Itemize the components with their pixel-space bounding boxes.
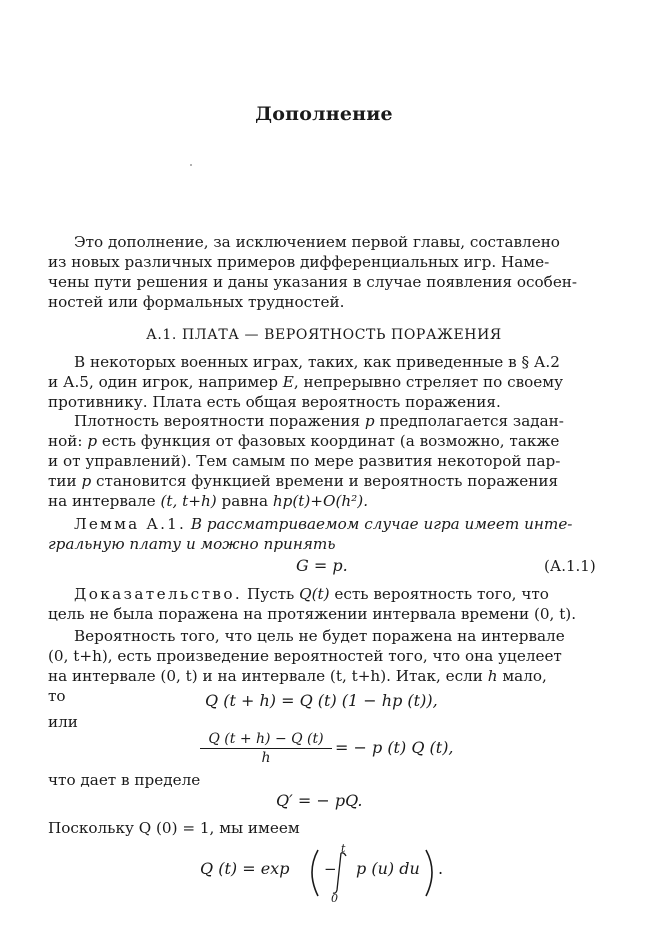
lemma-statement: В рассматриваемом случае игра имеет инте- (190, 515, 573, 533)
exp-minus: − (324, 860, 337, 878)
text-fragment: Плотность вероятности поражения (74, 412, 365, 430)
text-fragment: есть вероятность того, что (329, 585, 549, 603)
math-expression: (t, t+h) (160, 492, 217, 510)
left-paren-icon (312, 850, 318, 896)
paragraph-probability-density (48, 411, 602, 511)
intro-line: ностей или формальных трудностей. (48, 293, 345, 311)
text-fragment: тии (48, 472, 82, 490)
text-fragment: ной: (48, 432, 88, 450)
text-line (48, 491, 602, 511)
right-paren-icon (426, 850, 432, 896)
equation-exponential (200, 840, 460, 904)
text-line: цель не была поражена на протяжении интервала времени (0, t). (48, 605, 577, 623)
text-line (48, 666, 602, 686)
text-fragment: мало, (497, 667, 547, 685)
math-variable: h (487, 667, 498, 685)
text-fragment: становится функцией времени и вероятность поражения (91, 472, 559, 490)
paragraph-military-games (48, 352, 602, 412)
text-line (48, 372, 602, 392)
fraction-numerator: Q (t + h) − Q (t) (200, 731, 332, 749)
text-fragment: на интервале (0, t) и на интервале (t, t+h). Итак, если (48, 667, 488, 685)
intro-paragraph (48, 232, 602, 312)
intro-line: чены пути решения и даны указания в случае появления особен- (48, 273, 578, 291)
exp-end: . (438, 859, 444, 878)
text-line (48, 584, 602, 604)
lemma-block (48, 514, 602, 554)
math-expression: hp(t)+O(h²). (272, 492, 369, 510)
fraction-denominator: h (261, 750, 271, 766)
page-title: Дополнение (255, 103, 393, 125)
math-variable: p (364, 412, 375, 430)
text-line (48, 431, 602, 451)
exp-lhs: Q (t) = exp (200, 859, 290, 878)
equation-difference-quotient (200, 731, 332, 766)
limit-text: что дает в пределе (48, 771, 201, 789)
math-expression: Q(t) (299, 585, 330, 603)
lemma-label: Лемма А.1. (74, 515, 186, 533)
equation-number: (А.1.1) (544, 557, 596, 575)
integral-lower-limit: 0 (331, 892, 338, 904)
text-line: (0, t+h), есть произведение вероятностей того, что она уцелеет (48, 647, 562, 665)
text-fragment: есть функция от фазовых координат (а возможно, также (97, 432, 560, 450)
text-line (48, 411, 602, 431)
text-line (48, 514, 602, 534)
text-fragment: предполагается задан- (374, 412, 564, 430)
section-heading: А.1. ПЛАТА — ВЕРОЯТНОСТЬ ПОРАЖЕНИЯ (146, 327, 502, 343)
print-speck (190, 164, 192, 166)
text-line: Вероятность того, что цель не будет поражена на интервале (74, 627, 565, 645)
text-line: то (48, 687, 66, 705)
text-line: В некоторых военных играх, таких, как приведенные в § А.2 (74, 353, 560, 371)
text-fragment: на интервале (48, 492, 161, 510)
equation-rhs: = − p (t) Q (t), (335, 738, 454, 757)
since-text: Поскольку Q (0) = 1, мы имеем (48, 819, 300, 837)
math-variable: E (282, 373, 294, 391)
text-line (48, 471, 602, 491)
integral-upper-limit: t (341, 842, 346, 855)
math-variable: p (87, 432, 98, 450)
proof-block (48, 584, 602, 624)
connector-text: или (48, 713, 78, 731)
equation-q-product: Q (t + h) = Q (t) (1 − hp (t)), (205, 691, 438, 710)
text-fragment: равна (216, 492, 273, 510)
text-fragment: , непрерывно стреляет по своему (293, 373, 564, 391)
text-line: противнику. Плата есть общая вероятность поражения. (48, 393, 501, 411)
intro-line: из новых различных примеров дифференциальных игр. Наме- (48, 253, 550, 271)
integrand: p (u) du (356, 859, 420, 878)
text-fragment: и А.5, один игрок, например (48, 373, 283, 391)
math-variable: p (81, 472, 92, 490)
lemma-statement: гральную плату и можно принять (48, 535, 336, 553)
text-fragment: Пусть (242, 585, 300, 603)
intro-line: Это дополнение, за исключением первой главы, составлено (74, 233, 560, 251)
equation-derivative: Q′ = − pQ. (276, 791, 363, 810)
equation-g-equals-p: G = p. (296, 556, 348, 575)
proof-label: Доказательство. (74, 585, 243, 603)
text-line: и от управлений). Тем самым по мере развития некоторой пар- (48, 452, 561, 470)
